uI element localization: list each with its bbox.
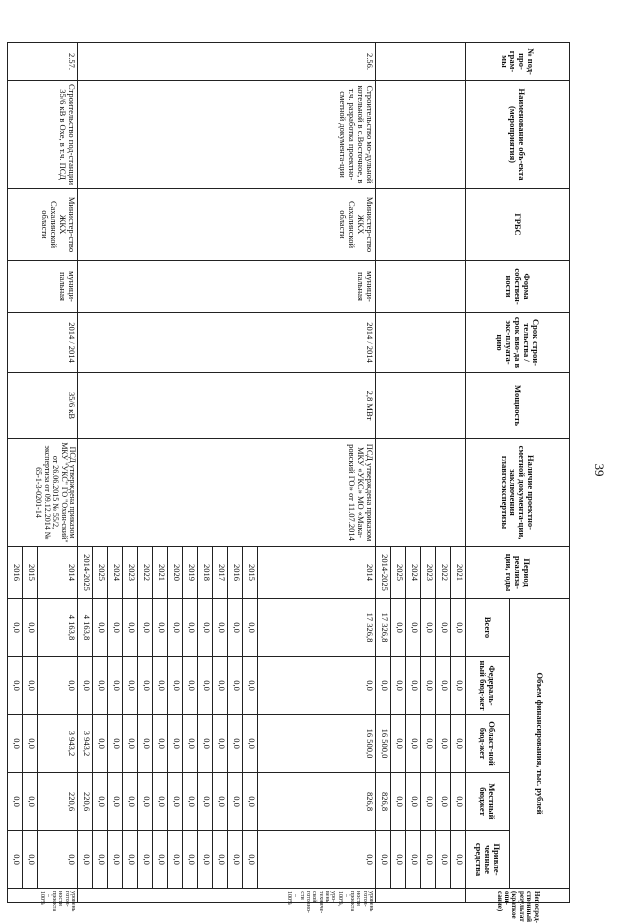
- local-cell: 0,0: [228, 773, 243, 831]
- local-cell: 0,0: [198, 773, 213, 831]
- cont-term-cell: [376, 313, 466, 373]
- private-cell: 0,0: [123, 831, 138, 889]
- obj257-grbs: Министер-ство ЖКХ Сахалинской области: [8, 189, 78, 261]
- regional-cell: 0,0: [153, 715, 168, 773]
- regional-cell: 0,0: [451, 715, 466, 773]
- federal-cell: 0,0: [183, 657, 198, 715]
- period-cell: 2021: [153, 547, 168, 599]
- private-cell: 0,0: [78, 831, 93, 889]
- total-cell: 0,0: [213, 599, 228, 657]
- header-docs: Наличие проектно-сметной документа-ции, заключения главгосэкспертизы: [466, 439, 570, 547]
- total-cell: 0,0: [198, 599, 213, 657]
- private-cell: 0,0: [391, 831, 406, 889]
- local-cell: 0,0: [243, 773, 258, 831]
- regional-cell: 16 500,0: [376, 715, 391, 773]
- federal-cell: 0,0: [213, 657, 228, 715]
- total-cell: 0,0: [406, 599, 421, 657]
- header-result: Непосред-ственный результат (краткое опи-сание): [466, 889, 570, 903]
- private-cell: 0,0: [93, 831, 108, 889]
- regional-cell: 0,0: [243, 715, 258, 773]
- local-cell: 0,0: [8, 773, 23, 831]
- regional-cell: 0,0: [436, 715, 451, 773]
- period-cell: 2021: [451, 547, 466, 599]
- federal-cell: 0,0: [123, 657, 138, 715]
- cont-result-cell: [376, 889, 466, 903]
- regional-cell: 0,0: [168, 715, 183, 773]
- regional-cell: 16 500,0: [258, 715, 376, 773]
- period-cell: 2025: [93, 547, 108, 599]
- local-cell: 0,0: [23, 773, 38, 831]
- period-cell: 2014: [258, 547, 376, 599]
- financing-table: [7, 42, 570, 923]
- local-cell: 0,0: [93, 773, 108, 831]
- federal-cell: 0,0: [228, 657, 243, 715]
- period-cell: 2014: [38, 547, 78, 599]
- period-cell: 2018: [198, 547, 213, 599]
- private-cell: 0,0: [421, 831, 436, 889]
- obj256-docs: ПСД утверждена приказом МКУ «УКС» МО «Мака-ровский ГО» от 11.07.2014: [78, 439, 376, 547]
- obj257-term: 2014 / 2014: [8, 313, 78, 373]
- header-volume: Объем финансирования, тыс. рублей: [510, 599, 570, 889]
- private-cell: 0,0: [376, 831, 391, 889]
- header-grbs: ГРБС: [466, 189, 570, 261]
- federal-cell: 0,0: [258, 657, 376, 715]
- obj256-capacity: 2,8 МВт: [78, 373, 376, 439]
- header-local: Местный бюджет: [466, 773, 510, 831]
- total-cell: 4 163,8: [78, 599, 93, 657]
- period-cell: 2022: [436, 547, 451, 599]
- total-cell: 0,0: [8, 599, 23, 657]
- total-cell: 0,0: [391, 599, 406, 657]
- header-total: Всего: [466, 599, 510, 657]
- local-cell: 0,0: [421, 773, 436, 831]
- regional-cell: 0,0: [228, 715, 243, 773]
- obj257-ownership: муници-пальная: [8, 261, 78, 313]
- period-cell: 2022: [138, 547, 153, 599]
- local-cell: 220,6: [78, 773, 93, 831]
- local-cell: 0,0: [406, 773, 421, 831]
- obj256-term: 2014 / 2014: [78, 313, 376, 373]
- total-cell: 17 326,8: [258, 599, 376, 657]
- private-cell: 0,0: [436, 831, 451, 889]
- period-cell: 2024: [406, 547, 421, 599]
- cont-name-cell: [376, 81, 466, 189]
- obj257-num: 2.57.: [8, 43, 78, 81]
- cont-num-cell: [376, 43, 466, 81]
- page-number: 39: [592, 463, 607, 477]
- period-cell: 2017: [213, 547, 228, 599]
- federal-cell: 0,0: [93, 657, 108, 715]
- period-cell: 2015: [23, 547, 38, 599]
- local-cell: 0,0: [108, 773, 123, 831]
- federal-cell: 0,0: [436, 657, 451, 715]
- local-cell: 0,0: [138, 773, 153, 831]
- total-cell: 0,0: [243, 599, 258, 657]
- federal-cell: 0,0: [168, 657, 183, 715]
- total-cell: 0,0: [93, 599, 108, 657]
- header-federal: Федераль-ный бюд-жет: [466, 657, 510, 715]
- regional-cell: 0,0: [108, 715, 123, 773]
- obj256-num: 2.56.: [78, 43, 376, 81]
- cont-docs-cell: [376, 439, 466, 547]
- regional-cell: 0,0: [8, 715, 23, 773]
- obj257-capacity: 35/6 кВ: [8, 373, 78, 439]
- local-cell: 0,0: [123, 773, 138, 831]
- period-cell: 2016: [228, 547, 243, 599]
- total-cell: 17 326,8: [376, 599, 391, 657]
- obj256-name: Строительство мо-дульной котельной в с.Восточное, в т.ч. разработка проектно-сметной документа-ции: [78, 81, 376, 189]
- regional-cell: 0,0: [198, 715, 213, 773]
- federal-cell: 0,0: [451, 657, 466, 715]
- obj257-result: уровень готов-ности проекта – 100%: [8, 889, 78, 903]
- federal-cell: 0,0: [138, 657, 153, 715]
- private-cell: 0,0: [406, 831, 421, 889]
- federal-cell: 0,0: [23, 657, 38, 715]
- total-cell: 0,0: [23, 599, 38, 657]
- period-cell: 2020: [168, 547, 183, 599]
- local-cell: 0,0: [153, 773, 168, 831]
- private-cell: 0,0: [258, 831, 376, 889]
- period-cell: 2023: [123, 547, 138, 599]
- local-cell: 0,0: [168, 773, 183, 831]
- total-cell: 0,0: [421, 599, 436, 657]
- private-cell: 0,0: [198, 831, 213, 889]
- regional-cell: 0,0: [391, 715, 406, 773]
- period-cell: 2019: [183, 547, 198, 599]
- header-private: Привле-ченные средства: [466, 831, 510, 889]
- federal-cell: 0,0: [421, 657, 436, 715]
- period-cell: 2016: [8, 547, 23, 599]
- header-period: Период реализа-ции, годы: [466, 547, 570, 599]
- period-cell: 2024: [108, 547, 123, 599]
- total-cell: 0,0: [451, 599, 466, 657]
- total-cell: 0,0: [123, 599, 138, 657]
- regional-cell: 0,0: [213, 715, 228, 773]
- regional-cell: 3 943,2: [78, 715, 93, 773]
- obj257-name: Строительство под-станции 35/6 кВ в Охе, в т.ч. ПСД: [8, 81, 78, 189]
- private-cell: 0,0: [108, 831, 123, 889]
- local-cell: 0,0: [451, 773, 466, 831]
- header-name: Наименование объ-екта (мероприятия): [466, 81, 570, 189]
- private-cell: 0,0: [168, 831, 183, 889]
- period-cell: 2023: [421, 547, 436, 599]
- header-regional: Област-ной бюд-жет: [466, 715, 510, 773]
- federal-cell: 0,0: [391, 657, 406, 715]
- total-cell: 0,0: [138, 599, 153, 657]
- header-ownership: Форма собствен-ности: [466, 261, 570, 313]
- period-cell: 2014-2025: [78, 547, 93, 599]
- private-cell: 0,0: [213, 831, 228, 889]
- private-cell: 0,0: [451, 831, 466, 889]
- local-cell: 826,8: [376, 773, 391, 831]
- federal-cell: 0,0: [38, 657, 78, 715]
- federal-cell: 0,0: [243, 657, 258, 715]
- regional-cell: 0,0: [23, 715, 38, 773]
- federal-cell: 0,0: [108, 657, 123, 715]
- federal-cell: 0,0: [153, 657, 168, 715]
- federal-cell: 0,0: [198, 657, 213, 715]
- federal-cell: 0,0: [406, 657, 421, 715]
- period-cell: 2025: [391, 547, 406, 599]
- total-cell: 0,0: [436, 599, 451, 657]
- private-cell: 0,0: [183, 831, 198, 889]
- private-cell: 0,0: [153, 831, 168, 889]
- total-cell: 0,0: [108, 599, 123, 657]
- private-cell: 0,0: [38, 831, 78, 889]
- private-cell: 0,0: [23, 831, 38, 889]
- total-cell: 4 163,8: [38, 599, 78, 657]
- period-cell: 2015: [243, 547, 258, 599]
- obj256-result: уровень готов-ности проекта – 100%, уро-вень техниче-ской готовно-сти – 100%: [78, 889, 376, 903]
- regional-cell: 0,0: [183, 715, 198, 773]
- total-cell: 0,0: [168, 599, 183, 657]
- header-term: Срок строи-тельства / срок вво-да в экс-плуата-цию: [466, 313, 570, 373]
- private-cell: 0,0: [243, 831, 258, 889]
- regional-cell: 0,0: [421, 715, 436, 773]
- obj256-ownership: муници-пальная: [78, 261, 376, 313]
- local-cell: 0,0: [183, 773, 198, 831]
- regional-cell: 0,0: [93, 715, 108, 773]
- obj256-grbs: Министер-ство ЖКХ Сахалинской области: [78, 189, 376, 261]
- federal-cell: 0,0: [78, 657, 93, 715]
- period-cell: 2014-2025: [376, 547, 391, 599]
- header-capacity: Мощность: [466, 373, 570, 439]
- total-cell: 0,0: [228, 599, 243, 657]
- cont-capacity-cell: [376, 373, 466, 439]
- cont-ownership-cell: [376, 261, 466, 313]
- local-cell: 826,8: [258, 773, 376, 831]
- regional-cell: 0,0: [138, 715, 153, 773]
- cont-grbs-cell: [376, 189, 466, 261]
- rotated-table-container: [12, 42, 570, 923]
- total-cell: 0,0: [153, 599, 168, 657]
- private-cell: 0,0: [228, 831, 243, 889]
- obj257-docs: ПСД утверждена приказом МКУ "УКС" ГО "Охин-ский" от 26.06.2015 № 55/2, экспертиза от 09.12.2014 № 65-1-3-0201-14: [8, 439, 78, 547]
- local-cell: 0,0: [391, 773, 406, 831]
- federal-cell: 0,0: [8, 657, 23, 715]
- local-cell: 220,6: [38, 773, 78, 831]
- total-cell: 0,0: [183, 599, 198, 657]
- local-cell: 0,0: [213, 773, 228, 831]
- regional-cell: 0,0: [406, 715, 421, 773]
- regional-cell: 3 943,2: [38, 715, 78, 773]
- federal-cell: 0,0: [376, 657, 391, 715]
- header-num: № под-про-грам-мы: [466, 43, 570, 81]
- regional-cell: 0,0: [123, 715, 138, 773]
- local-cell: 0,0: [436, 773, 451, 831]
- private-cell: 0,0: [138, 831, 153, 889]
- private-cell: 0,0: [8, 831, 23, 889]
